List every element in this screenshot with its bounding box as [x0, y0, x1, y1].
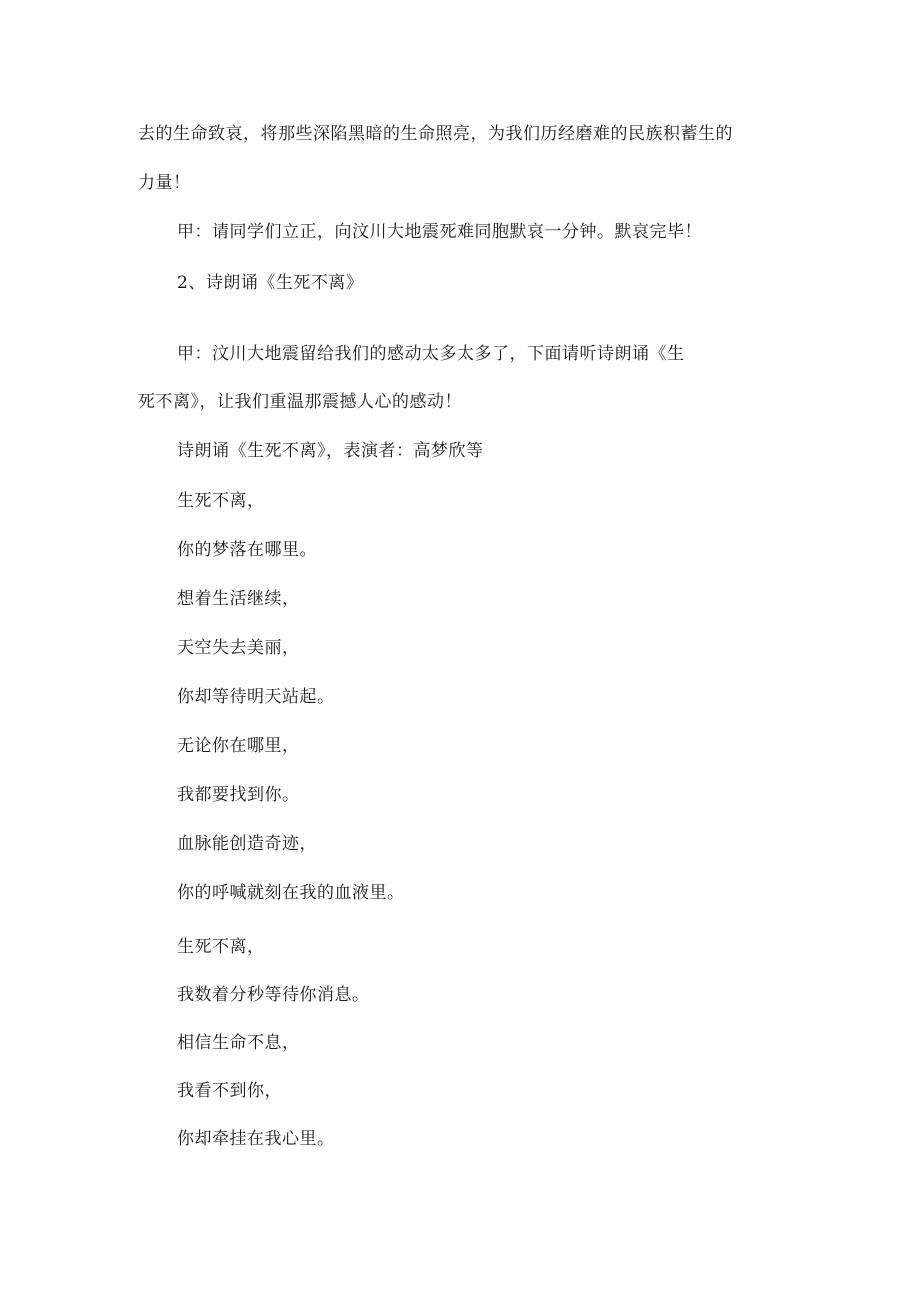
poem-line: 天空失去美丽， [177, 638, 300, 658]
paragraph-line: 力量！ [138, 173, 191, 193]
poem-line: 你却等待明天站起。 [177, 687, 335, 707]
paragraph-line: 甲：请同学们立正，向汶川大地震死难同胞默哀一分钟。默哀完毕！ [177, 222, 702, 242]
poem-line: 相信生命不息， [177, 1033, 300, 1053]
performance-credit: 诗朗诵《生死不离》，表演者：高梦欣等 [177, 441, 484, 461]
poem-line: 你的呼喊就刻在我的血液里。 [177, 883, 405, 903]
poem-line: 我看不到你， [177, 1081, 282, 1101]
paragraph-line: 去的生命致哀，将那些深陷黑暗的生命照亮，为我们历经磨难的民族积蓄生的 [138, 124, 733, 144]
section-heading: 2、诗朗诵《生死不离》 [177, 273, 364, 293]
poem-line: 你的梦落在哪里。 [177, 540, 317, 560]
poem-line: 血脉能创造奇迹， [177, 834, 317, 854]
poem-line: 生死不离， [177, 491, 265, 511]
paragraph-line: 甲：汶川大地震留给我们的感动太多太多了，下面请听诗朗诵《生 [177, 344, 685, 364]
paragraph-line: 死不离》，让我们重温那震撼人心的感动！ [138, 392, 462, 412]
poem-line: 无论你在哪里， [177, 736, 300, 756]
poem-line: 生死不离， [177, 937, 265, 957]
poem-line: 你却牵挂在我心里。 [177, 1129, 335, 1149]
poem-line: 我数着分秒等待你消息。 [177, 985, 370, 1005]
poem-line: 我都要找到你。 [177, 785, 300, 805]
poem-line: 想着生活继续， [177, 589, 300, 609]
